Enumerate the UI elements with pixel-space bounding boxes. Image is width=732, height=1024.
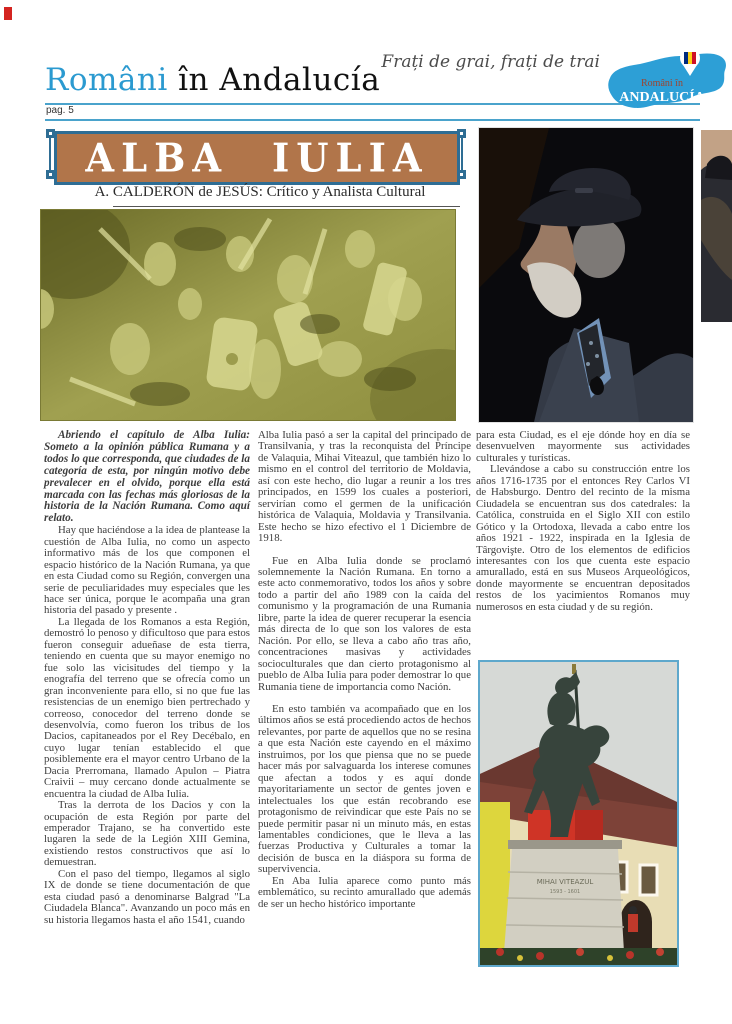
publication-logo	[598, 44, 732, 124]
paragraph: Tras la derrota de los Dacios y con la ocupación de esta Región por parte del emperador Trajano, se ha convertido este lugaren la sede de la Legión XIII Gemina, existiendo restos constructivos que así lo demuestran.	[44, 799, 250, 869]
paragraph: Hay que haciéndose a la idea de plantease la cuestión de Alba Iulia, no como un aspecto informativo más de los que componen el espacio histórico de la Nación Rumana, ya que en esta Ciudad como su Región, convergen una serie de peculiaridades muy especiales que les hace ser única, porque le acompaña una gran historia del pasado y presente .	[44, 524, 250, 617]
paragraph: Llevándose a cabo su construcción entre los años 1716-1735 por el entonces Rey Carlos VI de Habsburgo. Dentro del recinto de la misma Ciudadela se encuentran sus dos catedrales: la Católica, construida en el Siglo XII con estilo Gótico y la Ortodoxa, llevada a cabo entre los años 1921 - 1922, inspirada en la Iglesia de Târgovişte. Otro de los elementos de edificios interesantes con los que cuenta este espacio amurallado, está en sus Museos Arqueológicos, donde mayormente se encuentran depositados restos de los yacimientos Romanos muy numerosos en esta ciudad y de su región.	[476, 463, 690, 613]
paragraph: En Aba Iulia aparece como punto más emblemático, su recinto amurallado que además de ser un hecho histórico importante	[258, 874, 471, 910]
text-column-3	[476, 430, 690, 670]
paragraph: En esto también va acompañado que en los últimos años se está procediendo actos de hechos relevantes, por parte de aquellos que no se resina a que esta Nación este cayendo en el máximo instruimos, por los que piensa que no se puede hacer más por salvaguarda los interese comunes que afectan a todos y es aquí donde mayoritariamente un sector de gentes joven e intelectuales los que están recobrando ese protagonismo de reivindicar que este País no se puede permitir pasar ni un minuto más, en estas lamentables condiciones, que le lleva a las fuerzas Productiva y Culturales a tomar la decisión de busca en la diáspora su forma de supervivencia.	[258, 702, 471, 876]
banner-ornament	[461, 137, 463, 171]
paragraph: Fue en Alba Iulia donde se proclamó solemnemente la Nación Rumana. En torno a este acto conmemorativo, todos los años y sobre todo a partir del año 1989 con la caída del comunismo y la programación de una Rumania libre, parte la idea de querer recuperar la esencia más directa de lo que son los valores de esta Nación. Por ello, se lleva a cabo año tras año, concentraciones masivas y actividades socioculturales que dan cierto protagonismo al pueblo de Alba Iulia para poder demostrar lo que Rumania tiene de importancia como Nación.	[258, 554, 471, 693]
text-column-1	[44, 430, 250, 1010]
statue-photo	[478, 660, 679, 967]
statue-inscription: MIHAI VITEAZUL	[536, 878, 594, 886]
relief-photo	[40, 209, 456, 421]
paragraph: Alba Iulia pasó a ser la capital del principado de Transilvania, y tras la reconquista del Príncipe de Valaquia, Mihai Viteazul, que también hizo lo mismo en el control del territorio de Moldavia, así con este hecho, dio lugar a reunir a los tres principados, en 1599 los cuales a posteriori, servirían como el germen de la unificación histórica de Valaquia, Moldavia y Transilvania. Este hecho se hizo efectivo el 1 Diciembre de 1918.	[258, 429, 471, 545]
statue-dates: 1593 - 1601	[549, 889, 581, 895]
portrait-photo	[478, 127, 694, 423]
banner-ornament	[49, 137, 51, 171]
paragraph: para esta Ciudad, es el eje dónde hoy en día se desenvuelven mayormente sus actividades culturales y turísticas.	[476, 429, 690, 464]
edge-photo-strip	[701, 130, 732, 322]
page-corner-mark	[4, 7, 12, 20]
article-title: ALBA IULIA	[85, 134, 429, 182]
logo-text-top: Români în	[641, 78, 683, 89]
masthead-rest: în Andalucía	[167, 62, 381, 98]
tagline: Frați de grai, frați de trai	[381, 52, 600, 72]
article-title-banner	[54, 131, 460, 185]
byline: A. CALDERÓN de JESÚS: Crítico y Analista Cultural	[94, 184, 426, 200]
masthead	[45, 62, 380, 98]
masthead-brand: Români	[45, 62, 168, 98]
byline-rule	[113, 206, 460, 207]
text-column-2	[258, 430, 471, 1010]
page-number: pag. 5	[46, 105, 74, 116]
paragraph: La llegada de los Romanos a esta Región, demostró lo penoso y dificultoso que para estos fueron conseguir adueñase de esta tierra, teniendo en cuenta que su mayor enemigo no fue solo las vicisitudes del tiempo y la enografía del terreno que se ofrecía como un gran inconveniente para ello, si no que fue las resistencias de un enemigo bien pertrechado y correoso, conocedor del terreno donde se desenvolvía, como fueron los tribus de los Dacios, capitaneados por el Rey Decébalo, en cuyo lugar tenían establecido el que posiblemente era el mayor centro Urbano de la Dacia Prerromana, llamado Apulon – Piatra Craivii – muy cercano donde actualmente se encuentra la ciudad de Alba Iulia.	[44, 615, 250, 800]
flower-bed	[480, 948, 677, 965]
logo-text-bottom: ANDALUCÍA	[619, 90, 705, 105]
paragraph: Con el paso del tiempo, llegamos al siglo IX de donde se tiene documentación de que esta ciudad pasó a denominarse Balgrad "La Ciudadela Blanca". Avanzando un poco más en su historia llegamos hasta el año 1541, cuando	[44, 867, 250, 926]
intro-paragraph: Abriendo el capítulo de Alba Iulia: Someto a la opinión pública Rumana y a todos lo que corresponda, que ciudades de la categoría de esta, por ningún motivo debe prevalecer en el olvido, porque ella está marcada con las fechas más gloriosas de la historia de la Nación Rumana. Como aquí relato.	[44, 429, 250, 525]
